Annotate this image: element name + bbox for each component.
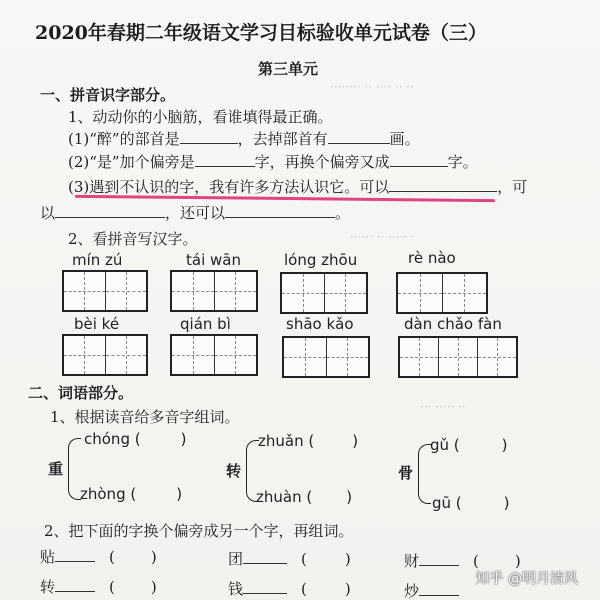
radical-char: 团 [228, 550, 244, 568]
answer-blank[interactable] [390, 152, 448, 167]
radical-item [228, 578, 351, 599]
fill-line-4 [40, 202, 350, 223]
bleed-through-text: ········ ·· ···· ·· ·· [330, 80, 414, 94]
writing-grid[interactable] [280, 272, 368, 314]
fill-text: (2)“是”加个偏旁是 [68, 153, 195, 171]
question-label: 2、把下面的字换个偏旁成另一个字，再组词。 [44, 522, 354, 540]
answer-blank[interactable] [243, 579, 287, 594]
radical-char: 贴 [40, 548, 56, 566]
pinyin-prompt: dàn chǎo fàn [404, 315, 502, 333]
radical-char: 转 [40, 578, 56, 596]
radical-item [40, 576, 157, 597]
paren: ) [352, 432, 359, 450]
reading-text: gǔ ( [430, 436, 460, 454]
polyphone-reading [84, 430, 186, 448]
question-label: 2、看拼音写汉字。 [68, 230, 198, 248]
pinyin-prompt: bèi ké [74, 315, 120, 333]
paren: ( [109, 548, 115, 566]
paren: ) [344, 550, 351, 568]
paren: ( [301, 550, 307, 568]
reading-text: zhuǎn ( [258, 432, 315, 450]
paren: ) [344, 580, 351, 598]
paren: ) [503, 494, 510, 512]
answer-blank[interactable] [389, 177, 497, 192]
paren: ( [473, 552, 479, 570]
reading-text: zhuàn ( [256, 488, 313, 506]
fill-text: (1)“醉”的部首是 [68, 130, 180, 148]
writing-grid[interactable] [170, 270, 258, 312]
reading-text: chóng ( [84, 430, 141, 448]
answer-blank[interactable] [419, 551, 459, 566]
answer-blank[interactable] [243, 549, 287, 564]
fill-text: ，还可以 [165, 204, 226, 222]
polyphone-reading [80, 485, 182, 503]
fill-text: 画。 [389, 130, 420, 148]
question-label: 1、根据读音给多音字组词。 [50, 408, 240, 426]
section-heading-words: 二、词语部分。 [28, 384, 134, 402]
reading-text: zhòng ( [80, 485, 137, 503]
paren: ) [150, 548, 157, 566]
paren: ) [514, 552, 521, 570]
fill-line-3 [68, 176, 527, 197]
answer-blank[interactable] [180, 129, 238, 144]
fill-text: ，去掉部首有 [237, 130, 328, 148]
paren: ) [501, 436, 508, 454]
radical-char: 炒 [404, 582, 420, 600]
polyphone-reading [256, 488, 352, 506]
radical-char: 钱 [228, 580, 244, 598]
question-label: 1、动动你的小脑筋，看谁填得最正确。 [68, 108, 333, 126]
answer-blank[interactable] [419, 581, 459, 596]
paren: ) [346, 488, 353, 506]
bleed-through-text: ··· ····· ·· [420, 400, 466, 414]
writing-grid[interactable] [398, 336, 518, 378]
polyphone-reading [430, 436, 508, 454]
fill-line-2 [68, 151, 478, 172]
answer-blank[interactable] [195, 152, 255, 167]
radical-item [40, 546, 157, 567]
polyphone-reading [258, 432, 358, 450]
radical-item [404, 580, 459, 600]
paren: ) [180, 430, 187, 448]
pinyin-prompt: mín zú [72, 251, 123, 269]
paren: ) [176, 485, 183, 503]
pinyin-prompt: qián bì [180, 315, 231, 333]
paren: ( [301, 580, 307, 598]
answer-blank[interactable] [55, 547, 95, 562]
radical-item [228, 548, 351, 569]
polyphone-char: 重 [48, 460, 64, 478]
section-heading-pinyin: 一、拼音识字部分。 [40, 86, 176, 104]
answer-blank[interactable] [328, 129, 390, 144]
writing-grid[interactable] [62, 334, 148, 376]
paren: ) [150, 578, 157, 596]
exam-title: 2020年春期二年级语文学习目标验收单元试卷（三） [35, 22, 487, 44]
polyphone-char: 转 [226, 462, 242, 480]
radical-char: 财 [404, 552, 420, 570]
pinyin-prompt: rè nào [408, 249, 456, 267]
fill-text: 以 [40, 204, 56, 222]
polyphone-char: 骨 [398, 464, 414, 482]
pinyin-prompt: tái wān [186, 251, 241, 269]
answer-blank[interactable] [55, 577, 95, 592]
reading-text: gū ( [432, 494, 462, 512]
pinyin-prompt: lóng zhōu [284, 251, 358, 269]
bleed-through-text: ······ ·· ····· · [350, 230, 415, 244]
fill-line-1 [68, 128, 420, 149]
writing-grid[interactable] [170, 334, 258, 376]
answer-blank[interactable] [55, 203, 165, 218]
paren: ( [109, 578, 115, 596]
fill-text: 字。 [447, 153, 478, 171]
writing-grid[interactable] [62, 270, 148, 312]
unit-heading: 第三单元 [258, 60, 319, 78]
fill-text: ，可 [497, 178, 528, 196]
pinyin-prompt: shāo kǎo [286, 315, 354, 333]
answer-blank[interactable] [225, 203, 335, 218]
fill-text: 字，再换个偏旁又成 [254, 153, 390, 171]
source-watermark: 知乎 @明月清风 [475, 571, 578, 587]
writing-grid[interactable] [396, 272, 488, 314]
writing-grid[interactable] [282, 336, 370, 378]
fill-text: (3)遇到不认识的字，我有许多方法认识它。可以 [68, 178, 390, 196]
fill-text: 。 [335, 204, 351, 222]
polyphone-reading [432, 494, 510, 512]
